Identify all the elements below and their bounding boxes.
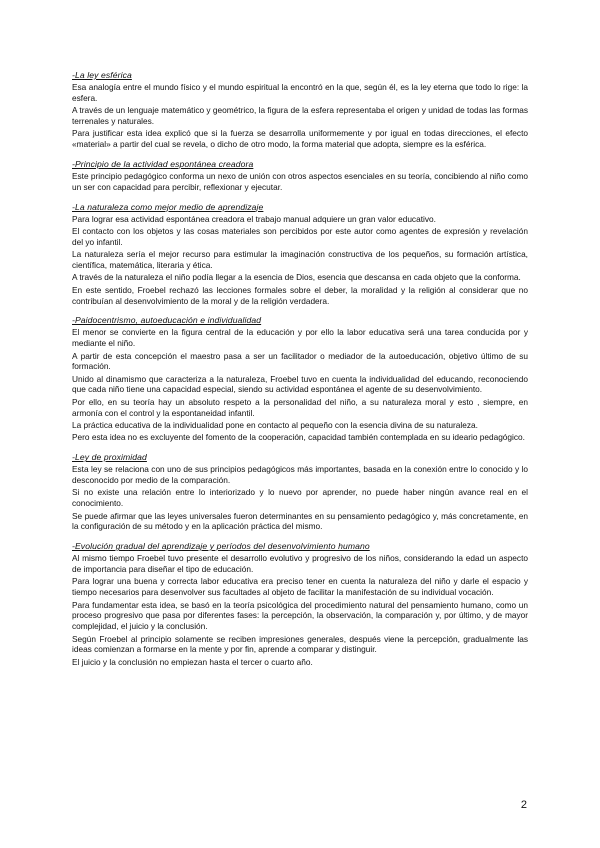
paragraph: La naturaleza sería el mejor recurso para estimular la imaginación constructiva de los pequeños, su formación artística, científica, matemática, literaria y ética. (72, 249, 528, 270)
document-page (72, 70, 528, 677)
paragraph: Según Froebel al principio solamente se reciben impresiones generales, después viene la percepción, gradualmente las ideas comienzan a formarse en la mente y por fin, aprende a comparar y distinguir. (72, 633, 528, 655)
section-heading: -Ley de proximidad (72, 452, 147, 463)
paragraph: Para justificar esta idea explicó que si la fuerza se desarrolla uniformemente y por igual en todas direcciones, el efecto «material» a partir del cual se revela, o dicho de otro modo, la forma material que adopta, siempre es la esférica. (72, 128, 528, 150)
paragraph: A través de la naturaleza el niño podía llegar a la esencia de Dios, esencia que descansa en cada objeto que la conforma. (72, 272, 521, 283)
section-heading: -Evolución gradual del aprendizaje y períodos del desenvolvimiento humano (72, 541, 370, 552)
paragraph: Unido al dinamismo que caracteriza a la naturaleza, Froebel tuvo en cuenta la individualidad del educando, reconociendo que cada niño tiene una capacidad especial, siendo su actividad espontánea el agente de su desenvolvimiento. (72, 373, 528, 395)
section-heading: -La ley esférica (72, 70, 132, 80)
paragraph: Esa analogía entre el mundo físico y el mundo espiritual la encontró en la que, según él, es la ley eterna que todo lo rige: la esfera. (72, 82, 528, 103)
section-heading: -La naturaleza como mejor medio de aprendizaje (72, 201, 264, 212)
paragraph: Por ello, en su teoría hay un absoluto respeto a la personalidad del niño, a su naturaleza moral y esto , siempre, en armonía con el control y la espontaneidad infantil. (72, 396, 528, 418)
paragraph: Esta ley se relaciona con uno de sus principios pedagógicos más importantes, basada en la conexión entre lo conocido y lo desconocido por medio de la comparación. (72, 464, 528, 486)
section (72, 315, 528, 443)
paragraph: La práctica educativa de la individualidad pone en contacto al pequeño con la esencia divina de su naturaleza. (72, 420, 478, 431)
paragraph: Para fundamentar esta idea, se basó en la teoría psicológica del procedimiento natural del pensamiento humano, como un proceso progresivo que pasa por diferentes fases: la percepción, la observación, la comparación y, por último, y de mayor complejidad, el juicio y la conclusión. (72, 599, 528, 632)
paragraph: El juicio y la conclusión no empiezan hasta el tercer o cuarto año. (72, 656, 313, 667)
paragraph: En este sentido, Froebel rechazó las lecciones formales sobre el deber, la moralidad y la religión al considerar que no contribuían al desenvolvimiento de la moral y de la religión verdadera. (72, 284, 528, 306)
section (72, 70, 528, 150)
paragraph: A partir de esta concepción el maestro pasa a ser un facilitador o mediador de la autoeducación, objetivo último de su formación. (72, 350, 528, 372)
section (72, 452, 528, 532)
section-heading: -Paidocentrismo, autoeducación e individualidad (72, 315, 262, 326)
section (72, 202, 528, 307)
paragraph: Si no existe una relación entre lo interiorizado y lo nuevo por aprender, no puede haber ningún avance real en el conocimiento. (72, 487, 528, 509)
section-heading: -Principio de la actividad espontánea creadora (72, 158, 254, 169)
section (72, 541, 528, 667)
paragraph: El contacto con los objetos y las cosas materiales son percibidos por este autor como agentes de expresión y revelación del yo infantil. (72, 225, 528, 247)
section (72, 159, 528, 193)
paragraph: El menor se convierte en la figura central de la educación y por ello la labor educativa será una tarea conducida por y mediante el niño. (72, 327, 528, 349)
paragraph: Al mismo tiempo Froebel tuvo presente el desarrollo evolutivo y progresivo de los niños, considerando la edad un aspecto de importancia para diseñar el tipo de educación. (72, 553, 528, 575)
paragraph: Pero esta idea no es excluyente del fomento de la cooperación, capacidad también contemplada en su ideario pedagógico. (72, 432, 525, 443)
paragraph: Para lograr una buena y correcta labor educativa era preciso tener en cuenta la naturaleza del niño y darle el espacio y tiempo necesarios para desenvolver sus facultades al objeto de facilitar la manifestación de su individual vocación. (72, 576, 528, 598)
paragraph: Se puede afirmar que las leyes universales fueron determinantes en su pensamiento pedagógico y, más concretamente, en la configuración de su método y en la aplicación práctica del mismo. (72, 510, 528, 532)
paragraph: A través de un lenguaje matemático y geométrico, la figura de la esfera representaba el origen y unidad de todas las formas terrenales y naturales. (72, 105, 528, 126)
paragraph: Para lograr esa actividad espontánea creadora el trabajo manual adquiere un gran valor educativo. (72, 213, 436, 224)
paragraph: Este principio pedagógico conforma un nexo de unión con otros aspectos esenciales en su teoría, concibiendo al niño como un ser con capacidad para percibir, reflexionar y ejecutar. (72, 170, 528, 192)
page-number: 2 (520, 799, 527, 811)
